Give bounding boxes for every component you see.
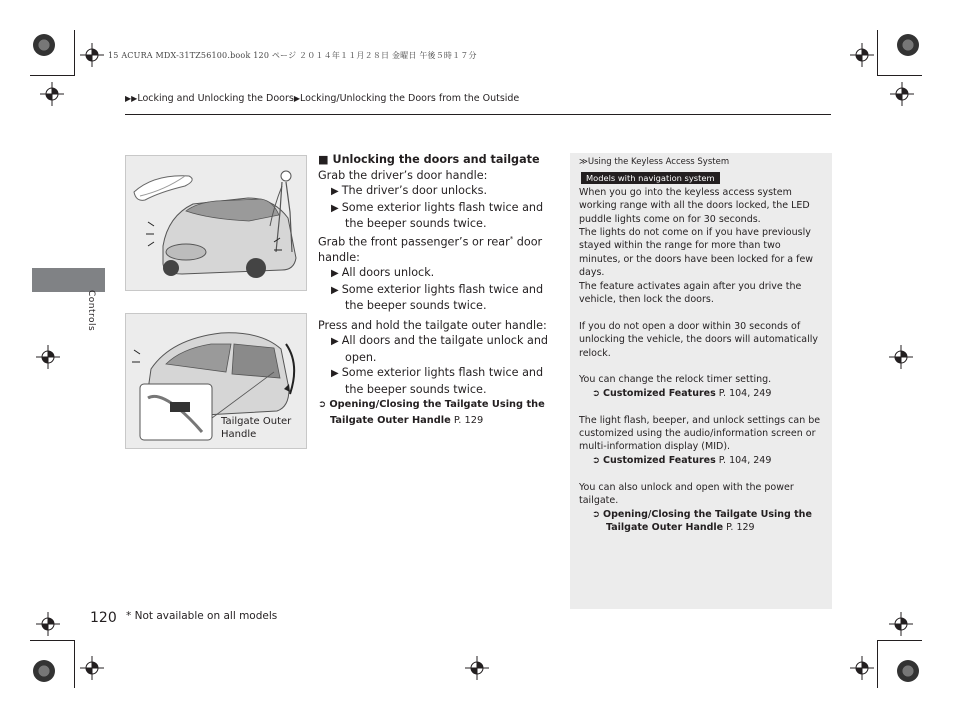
registration-mark-icon (465, 656, 489, 680)
registration-mark-icon (40, 82, 64, 106)
section-heading: ■ Unlocking the doors and tailgate (318, 153, 540, 166)
registration-mark-icon (889, 345, 913, 369)
reference-icon: ➲ (592, 387, 600, 399)
color-dial-icon (897, 660, 919, 682)
color-dial-icon (33, 34, 55, 56)
sidebar-notes (570, 153, 832, 609)
arrow-icon: ▶ (331, 268, 339, 280)
sidebar-title-icon: ≫ (579, 157, 588, 167)
color-dial-icon (897, 34, 919, 56)
breadcrumb-subsection[interactable]: Locking/Unlocking the Doors from the Outside (300, 93, 520, 104)
registration-mark-icon (36, 345, 60, 369)
arrow-icon: ▶ (331, 368, 339, 380)
tailgate-intro: Press and hold the tailgate outer handle: (318, 318, 547, 332)
cross-reference-link[interactable]: ➲ Opening/Closing the Tailgate Using the Tailgate Outer Handle P. 129 (592, 508, 812, 533)
color-dial-icon (33, 660, 55, 682)
sidebar-title: ≫Using the Keyless Access System (579, 157, 730, 167)
registration-mark-icon (890, 82, 914, 106)
list-item: ▶ Some exterior lights flash twice and the beeper sounds twice. (331, 366, 544, 396)
arrow-icon: ▶ (331, 186, 339, 197)
sidebar-paragraph: You can change the relock timer setting. (579, 374, 772, 386)
footnote-asterisk: * (509, 234, 514, 243)
illustration-driver-door (125, 155, 307, 291)
tailgate-handle-callout: Tailgate Outer Handle (221, 416, 292, 440)
page-number: 120 (90, 610, 117, 626)
registration-mark-icon (889, 612, 913, 636)
side-tab-label: Controls (86, 290, 96, 332)
registration-mark-icon (850, 656, 874, 680)
header-rule (125, 114, 831, 115)
footnote: * Not available on all models (126, 610, 278, 622)
breadcrumb (125, 93, 519, 104)
registration-mark-icon (80, 656, 104, 680)
side-tab (32, 268, 105, 292)
arrow-icon: ▶ (331, 202, 339, 214)
breadcrumb-arrows-icon: ▶▶ (125, 94, 138, 103)
list-item: ▶ The driver’s door unlocks. (331, 184, 488, 197)
registration-mark-icon (850, 43, 874, 67)
breadcrumb-separator-icon: ▶ (293, 94, 301, 103)
arrow-icon: ▶ (331, 336, 339, 348)
reference-icon: ➲ (592, 508, 600, 520)
passenger-intro: Grab the front passenger’s or rear* door handle: (318, 234, 543, 264)
heading-marker-icon: ■ (318, 153, 329, 166)
list-item: ▶ All doors and the tailgate unlock and open. (331, 334, 549, 364)
print-header: 15 ACURA MDX-31TZ56100.book 120 ページ ２０１４年１１月２８日 金曜日 午後５時１７分 (108, 51, 477, 60)
registration-mark-icon (80, 43, 104, 67)
sidebar-paragraph: The light flash, beeper, and unlock settings can be customized using the audio/information screen or multi-information display (MID). (579, 414, 821, 453)
list-item: ▶ Some exterior lights flash twice and the beeper sounds twice. (331, 200, 544, 230)
sidebar-paragraph: The feature activates again after you drive the vehicle, then lock the doors. (579, 280, 802, 306)
breadcrumb-section[interactable]: Locking and Unlocking the Doors (137, 93, 294, 104)
list-item: ▶ All doors unlock. (331, 266, 435, 280)
reference-icon: ➲ (592, 454, 600, 466)
sidebar-paragraph: If you do not open a door within 30 seconds of unlocking the vehicle, the doors will automatically relock. (579, 320, 819, 359)
sidebar-paragraph: You can also unlock and open with the power tailgate. (579, 481, 794, 507)
main-content (318, 152, 558, 429)
reference-icon: ➲ (318, 399, 327, 411)
sidebar-paragraph: When you go into the keyless access system working range with all the doors locked, the LED puddle lights come on for 30 seconds. (579, 186, 810, 225)
driver-intro: Grab the driver’s door handle: (318, 168, 488, 182)
sidebar-paragraph: The lights do not come on if you have previously stayed within the range for more than two minutes, or the doors have been locked for a few days. (579, 227, 814, 279)
list-item: ▶ Some exterior lights flash twice and the beeper sounds twice. (331, 282, 544, 313)
cross-reference-link[interactable]: ➲ Opening/Closing the Tailgate Using the Tailgate Outer Handle P. 129 (318, 399, 545, 427)
cross-reference-link[interactable]: ➲ Customized Features P. 104, 249 (592, 387, 772, 399)
arrow-icon: ▶ (331, 284, 339, 296)
cross-reference-link[interactable]: ➲ Customized Features P. 104, 249 (592, 454, 772, 466)
model-badge: Models with navigation system (581, 172, 720, 184)
registration-mark-icon (36, 612, 60, 636)
